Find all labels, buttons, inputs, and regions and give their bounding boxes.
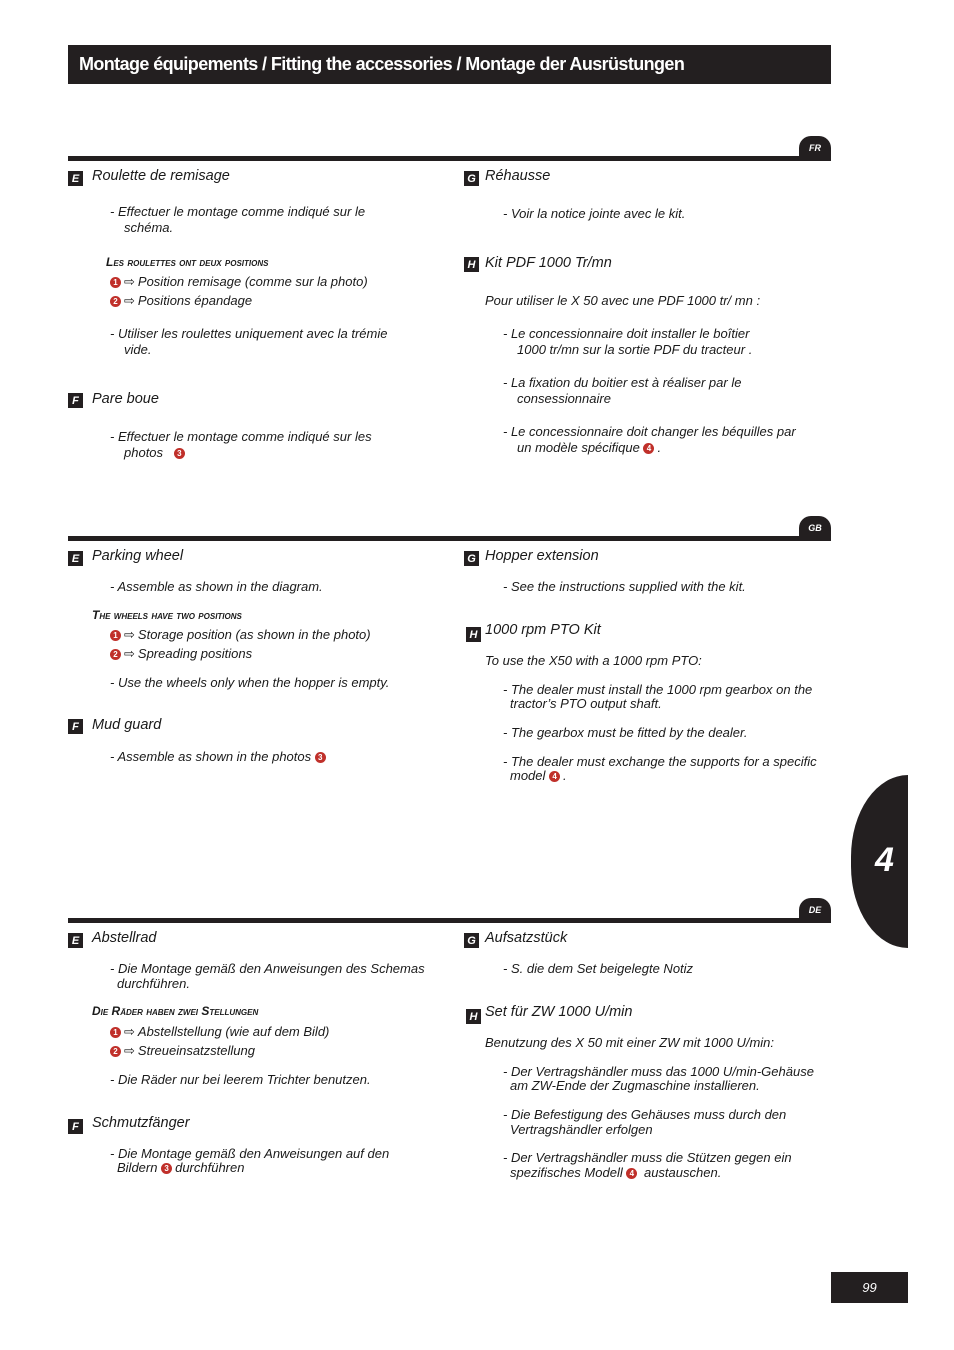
arrow-right-icon: ⇨ [124, 646, 135, 661]
item-letter-g: G [464, 551, 479, 566]
item-title-h: Set für ZW 1000 U/min [485, 1004, 633, 1020]
instruction: consessionnaire [517, 391, 611, 406]
number-marker: 2 [110, 649, 121, 660]
item-letter-h: H [466, 1009, 481, 1024]
instruction-text: model [510, 768, 546, 783]
position-label: Position remisage (comme sur la photo) [137, 274, 368, 289]
instruction: - S. die dem Set beigelegte Notiz [503, 961, 694, 976]
position-label: Positions épandage [137, 293, 253, 308]
positions-heading: The wheels have two positions [92, 608, 242, 622]
instruction: - The dealer must install the 1000 rpm gearbox on the [503, 682, 813, 697]
item-letter-g: G [464, 933, 479, 948]
item-letter-h: H [466, 627, 481, 642]
item-letter-e: E [68, 933, 83, 948]
instruction: - Der Vertragshändler muss die Stützen gegen ein [503, 1150, 792, 1165]
item-letter-f: F [68, 393, 83, 408]
instruction: schéma. [124, 220, 174, 235]
instruction: - The dealer must exchange the supports for a specific [503, 754, 817, 769]
instruction: Vertragshändler erfolgen [510, 1122, 653, 1137]
position-item [110, 646, 252, 661]
arrow-right-icon: ⇨ [124, 1024, 135, 1039]
section-divider [68, 156, 831, 161]
position-item [110, 1024, 329, 1039]
position-item [110, 274, 368, 289]
intro-text: Benutzung des X 50 mit einer ZW mit 1000 U/min: [485, 1035, 775, 1050]
instruction: tractor’s PTO output shaft. [510, 696, 662, 711]
photo-ref-marker: 4 [549, 771, 560, 782]
position-label: Spreading positions [137, 646, 253, 661]
instruction-text: un modèle spécifique [517, 440, 640, 455]
section-divider [68, 918, 831, 923]
number-marker: 1 [110, 630, 121, 641]
instruction-text: photos [124, 445, 164, 460]
instruction-text: . [657, 440, 662, 455]
item-letter-f: F [68, 1119, 83, 1134]
positions-heading: Die Räder haben zwei Stellungen [92, 1004, 259, 1018]
instruction: - La fixation du boitier est à réaliser par le [503, 375, 742, 390]
item-letter-e: E [68, 551, 83, 566]
instruction: - Le concessionnaire doit installer le boîtier [503, 326, 750, 341]
photo-ref-marker: 3 [315, 752, 326, 763]
chapter-tab [851, 775, 908, 948]
instruction: - Utiliser les roulettes uniquement avec la trémie [110, 326, 388, 341]
page-number: 99 [862, 1280, 877, 1295]
number-marker: 1 [110, 1027, 121, 1038]
instruction: - Use the wheels only when the hopper is empty. [110, 675, 390, 690]
instruction-text: Bildern [117, 1160, 158, 1175]
page-number-box [831, 1272, 908, 1303]
instruction [517, 440, 661, 455]
instruction-text: spezifisches Modell [510, 1165, 623, 1180]
item-letter-e: E [68, 171, 83, 186]
number-marker: 1 [110, 277, 121, 288]
instruction: - See the instructions supplied with the kit. [503, 579, 746, 594]
instruction [510, 768, 567, 783]
arrow-right-icon: ⇨ [124, 627, 135, 642]
item-title-g: Hopper extension [485, 548, 599, 564]
instruction: - Effectuer le montage comme indiqué sur le [110, 204, 366, 219]
instruction: - Assemble as shown in the diagram. [110, 579, 323, 594]
item-title-g: Aufsatzstück [485, 930, 568, 946]
instruction-text: austauschen. [643, 1165, 722, 1180]
item-letter-g: G [464, 171, 479, 186]
position-label: Abstellstellung (wie auf dem Bild) [137, 1024, 330, 1039]
position-item [110, 293, 252, 308]
item-title-e: Roulette de remisage [92, 168, 230, 184]
instruction: - Die Montage gemäß den Anweisungen des Schemas [110, 961, 425, 976]
instruction: - Die Montage gemäß den Anweisungen auf den [110, 1146, 390, 1161]
section-divider [68, 536, 831, 541]
instruction-text: . [563, 768, 567, 783]
instruction: - The gearbox must be fitted by the dealer. [503, 725, 748, 740]
item-title-f: Schmutzfänger [92, 1115, 190, 1131]
item-letter-f: F [68, 719, 83, 734]
instruction [110, 749, 329, 764]
instruction [117, 1160, 244, 1175]
position-label: Storage position (as shown in the photo) [137, 627, 371, 642]
instruction: am ZW-Ende der Zugmaschine installieren. [510, 1078, 760, 1093]
chapter-number: 4 [875, 841, 894, 879]
instruction [124, 445, 188, 460]
instruction: - Le concessionnaire doit changer les béquilles par [503, 424, 796, 439]
photo-ref-marker: 4 [626, 1168, 637, 1179]
page-header [68, 45, 831, 84]
item-title-f: Mud guard [92, 717, 162, 733]
item-title-e: Parking wheel [92, 548, 184, 564]
instruction: durchführen. [117, 976, 190, 991]
instruction: vide. [124, 342, 152, 357]
arrow-right-icon: ⇨ [124, 1043, 135, 1058]
instruction: - Effectuer le montage comme indiqué sur les [110, 429, 372, 444]
positions-heading: Les roulettes ont deux positions [106, 255, 269, 269]
intro-text: Pour utiliser le X 50 avec une PDF 1000 tr/ mn : [485, 293, 761, 308]
item-title-f: Pare boue [92, 391, 159, 407]
item-title-h: 1000 rpm PTO Kit [485, 622, 601, 638]
item-title-h: Kit PDF 1000 Tr/mn [485, 255, 612, 271]
photo-ref-marker: 4 [643, 443, 654, 454]
position-item [110, 1043, 255, 1058]
photo-ref-marker: 3 [174, 448, 185, 459]
language-code: GB [808, 523, 822, 533]
item-title-g: Réhausse [485, 168, 551, 184]
instruction: - Die Befestigung des Gehäuses muss durch den [503, 1107, 787, 1122]
instruction: - Der Vertragshändler muss das 1000 U/min-Gehäuse [503, 1064, 814, 1079]
instruction-text: durchführen [175, 1160, 245, 1175]
instruction: 1000 tr/mn sur la sortie PDF du tracteur . [517, 342, 753, 357]
item-title-e: Abstellrad [92, 930, 157, 946]
instruction: - Voir la notice jointe avec le kit. [503, 206, 686, 221]
arrow-right-icon: ⇨ [124, 293, 135, 308]
page-title: Montage équipements / Fitting the accessories / Montage der Ausrüstungen [79, 54, 685, 74]
number-marker: 2 [110, 296, 121, 307]
intro-text: To use the X50 with a 1000 rpm PTO: [485, 653, 702, 668]
number-marker: 2 [110, 1046, 121, 1057]
item-letter-h: H [464, 257, 479, 272]
instruction-text: - Assemble as shown in the photos [110, 749, 312, 764]
instruction [510, 1165, 721, 1180]
photo-ref-marker: 3 [161, 1163, 172, 1174]
language-code: DE [808, 905, 822, 915]
language-code: FR [809, 143, 821, 153]
instruction: - Die Räder nur bei leerem Trichter benutzen. [110, 1072, 371, 1087]
arrow-right-icon: ⇨ [124, 274, 135, 289]
position-item [110, 627, 371, 642]
position-label: Streueinsatzstellung [137, 1043, 255, 1058]
